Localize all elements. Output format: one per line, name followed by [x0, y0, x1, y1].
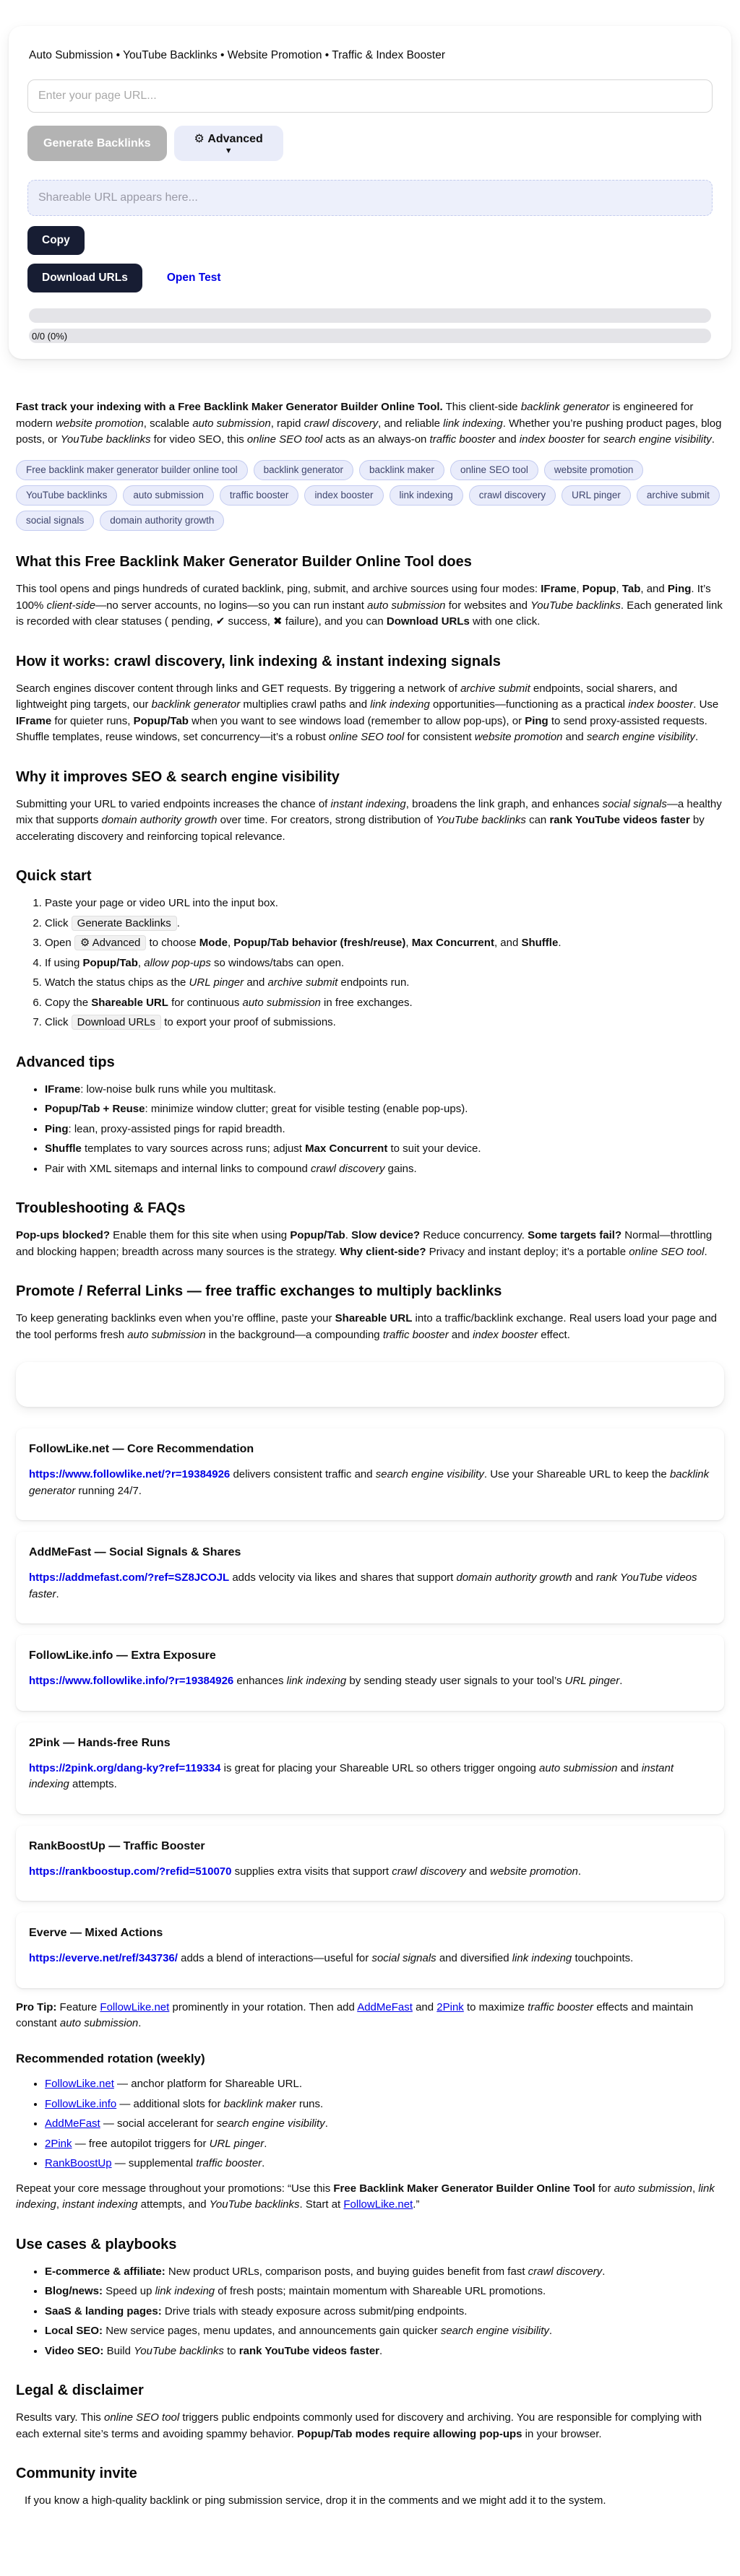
referral-card-body: https://rankboostup.com/?refid=510070 supplies extra visits that support crawl discovery and website promotion. — [29, 1865, 582, 1878]
chevron-down-icon: ▼ — [224, 147, 233, 155]
inline-link[interactable]: https://everve.net/ref/343736/ — [29, 1952, 178, 1965]
faq-paragraph: Pop-ups blocked? Enable them for this site when using Popup/Tab. Slow device? Reduce concurrency. Some targets fail? Normal—throttling and blocking happen; breadth across many sources is the strategy. Why client-side? Privacy and instant deploy; it’s a portable online SEO tool. — [16, 1229, 713, 1258]
usecase-item: • SaaS & landing pages: Drive trials with steady exposure across submit/ping endpoints. — [45, 2304, 724, 2320]
keyword-chip: link indexing — [390, 485, 463, 506]
download-urls-button[interactable]: Download URLs — [27, 264, 142, 292]
keyword-chip: Free backlink maker generator builder online tool — [16, 460, 248, 480]
copy-row — [27, 226, 713, 255]
advanced-tip-item: • Ping: lean, proxy-assisted pings for rapid breadth. — [45, 1122, 724, 1138]
article-content — [16, 399, 724, 2510]
advanced-tip-item: • Popup/Tab + Reuse: minimize window clutter; great for visible testing (enable pop-ups). — [45, 1101, 724, 1118]
download-row — [27, 264, 713, 292]
heading-legal: Legal & disclaimer — [16, 2382, 144, 2399]
keyword-chip: backlink generator — [254, 460, 353, 480]
inline-link[interactable]: https://rankboostup.com/?refid=510070 — [29, 1865, 232, 1878]
referral-card-body: https://2pink.org/dang-ky?ref=119334 is great for placing your Shareable URL so others trigger ongoing auto submission and instant indexing attempts. — [29, 1761, 674, 1791]
keyword-chip: archive submit — [637, 485, 720, 506]
inline-link[interactable]: AddMeFast — [357, 2000, 413, 2013]
inline-link[interactable]: https://www.followlike.info/?r=19384926 — [29, 1675, 234, 1688]
heading-rotation: Recommended rotation (weekly) — [16, 2051, 205, 2065]
ad-placeholder-card — [16, 1362, 724, 1407]
inline-link[interactable]: FollowLike.net — [45, 2078, 114, 2091]
heading-community: Community invite — [16, 2466, 137, 2482]
usecase-item: • Blog/news: Speed up link indexing of fresh posts; maintain momentum with Shareable URL promotions. — [45, 2284, 724, 2300]
rotation-list — [16, 2076, 724, 2172]
how-paragraph: Search engines discover content through links and GET requests. By triggering a network of archive submit endpoints, social sharers, and lightweight ping targets, our backlink generator multiplies crawl paths and link indexing opportunities—functioning as a practical index booster. Use IFrame for quieter runs, Popup/Tab when you want to see windows load (remember to allow pop-ups), or Ping to send proxy-assisted requests. Shuffle templates, reuse windows, set concurrency—it’s a robust online SEO tool for consistent website promotion and search engine visibility. — [16, 682, 719, 744]
usecases-list — [16, 2264, 724, 2360]
referral-card — [16, 1826, 724, 1901]
rotation-item: • AddMeFast — social accelerant for search engine visibility. — [45, 2116, 724, 2133]
shareable-url-output[interactable] — [27, 180, 713, 216]
community-paragraph: If you know a high-quality backlink or ping submission service, drop it in the comments and we might add it to the system. — [25, 2494, 606, 2507]
inline-link[interactable]: FollowLike.net — [343, 2198, 413, 2211]
heading-what: What this Free Backlink Maker Generator Builder Online Tool does — [16, 554, 472, 571]
heading-faq: Troubleshooting & FAQs — [16, 1200, 186, 1217]
referral-card-title: RankBoostUp — Traffic Booster — [29, 1839, 205, 1852]
referral-card — [16, 1635, 724, 1711]
referral-card-body: https://everve.net/ref/343736/ adds a blend of interactions—useful for social signals and diversified link indexing touchpoints. — [29, 1952, 634, 1965]
rotation-item: • FollowLike.info — additional slots for backlink maker runs. — [45, 2096, 724, 2113]
heading-usecases: Use cases & playbooks — [16, 2236, 177, 2252]
promote-paragraph: To keep generating backlinks even when you’re offline, paste your Shareable URL into a traffic/backlink exchange. Real users load your page and the tool performs fresh auto submission in the background—a compounding traffic booster and index booster effect. — [16, 1312, 718, 1341]
quick-start-item: 7. Click Download URLs to export your proof of submissions. — [45, 1015, 724, 1031]
progress-status-text: 0/0 (0%) — [32, 330, 68, 342]
usecase-item: • Video SEO: Build YouTube backlinks to rank YouTube videos faster. — [45, 2343, 724, 2360]
keyword-chip: auto submission — [123, 485, 214, 506]
referral-card-title: Everve — Mixed Actions — [29, 1927, 163, 1940]
advanced-toggle-button[interactable] — [174, 126, 283, 161]
referral-card-title: AddMeFast — Social Signals & Shares — [29, 1546, 241, 1559]
heading-why: Why it improves SEO & search engine visibility — [16, 768, 340, 785]
quick-start-list — [16, 895, 724, 1031]
what-paragraph: This tool opens and pings hundreds of curated backlink, ping, submit, and archive sources using four modes: IFrame, Popup, Tab, and Ping. It’s 100% client-side—no server accounts, no logins—so you can run instant auto submission for websites and YouTube backlinks. Each generated link is recorded with clear statuses ( pending, ✔ success, ✖ failure), and you can Download URLs with one click. — [16, 583, 723, 628]
action-button-row — [27, 126, 713, 161]
advanced-label — [194, 131, 263, 146]
rotation-item: • 2Pink — free autopilot triggers for URL pinger. — [45, 2136, 724, 2153]
referral-card-body: https://addmefast.com/?ref=SZ8JCOJL adds velocity via likes and shares that support domain authority growth and rank YouTube videos faster. — [29, 1571, 697, 1600]
keyword-chip: YouTube backlinks — [16, 485, 117, 506]
advanced-tip-item: • Pair with XML sitemaps and internal links to compound crawl discovery gains. — [45, 1161, 724, 1178]
rotation-item: • RankBoostUp — supplemental traffic booster. — [45, 2156, 724, 2172]
quick-start-item: 4. If using Popup/Tab, allow pop-ups so windows/tabs can open. — [45, 955, 724, 972]
keyword-chips — [16, 460, 724, 532]
repeat-message-paragraph: Repeat your core message throughout your promotions: “Use this Free Backlink Maker Generator Builder Online Tool for auto submission, link indexing, instant indexing attempts, and YouTube backlinks. Start at FollowLike.net.” — [16, 2182, 715, 2211]
inline-link[interactable]: FollowLike.info — [45, 2097, 117, 2110]
inline-link[interactable]: https://2pink.org/dang-ky?ref=119334 — [29, 1761, 221, 1774]
keyword-chip: online SEO tool — [450, 460, 538, 480]
referral-card — [16, 1532, 724, 1623]
referral-card-body: https://www.followlike.net/?r=19384926 delivers consistent traffic and search engine visibility. Use your Shareable URL to keep the backlink generator running 24/7. — [29, 1468, 710, 1497]
keyword-chip: URL pinger — [562, 485, 631, 506]
inline-link[interactable]: RankBoostUp — [45, 2157, 112, 2170]
referral-card — [16, 1912, 724, 1988]
keyword-chip: crawl discovery — [469, 485, 556, 506]
intro-paragraph: Fast track your indexing with a Free Backlink Maker Generator Builder Online Tool. This client-side backlink generator is engineered for modern website promotion, scalable auto submission, rapid crawl discovery, and reliable link indexing. Whether you’re pushing product pages, blog posts, or YouTube backlinks for video SEO, this online SEO tool acts as an always-on traffic booster and index booster for search engine visibility. — [16, 401, 722, 446]
quick-start-item: 3. Open ⚙ Advanced to choose Mode, Popup/Tab behavior (fresh/reuse), Max Concurrent, and Shuffle. — [45, 935, 724, 952]
progress-status-bar — [29, 329, 711, 343]
gear-icon: ⚙ — [194, 133, 205, 145]
heading-tips: Advanced tips — [16, 1054, 115, 1070]
advanced-text: Advanced — [207, 133, 263, 145]
referral-cards — [16, 1428, 724, 1988]
protip-paragraph: Pro Tip: Feature FollowLike.net prominently in your rotation. Then add AddMeFast and 2Pink to maximize traffic booster effects and maintain constant auto submission. — [16, 2000, 694, 2030]
keyword-chip: backlink maker — [359, 460, 444, 480]
tool-tagline: Auto Submission • YouTube Backlinks • Website Promotion • Traffic & Index Booster — [29, 49, 446, 61]
usecase-item: • Local SEO: New service pages, menu updates, and announcements gain quicker search engine visibility. — [45, 2323, 724, 2340]
inline-link[interactable]: FollowLike.net — [100, 2000, 170, 2013]
heading-quickstart: Quick start — [16, 868, 92, 885]
why-paragraph: Submitting your URL to varied endpoints increases the chance of instant indexing, broadens the link graph, and enhances social signals—a healthy mix that supports domain authority growth over time. For creators, strong distribution of YouTube backlinks can rank YouTube videos faster by accelerating discovery and reinforcing topical relevance. — [16, 797, 722, 843]
keyword-chip: index booster — [304, 485, 383, 506]
referral-card-body: https://www.followlike.info/?r=19384926 enhances link indexing by sending steady user signals to your tool’s URL pinger. — [29, 1675, 623, 1688]
usecase-item: • E-commerce & affiliate: New product URLs, comparison posts, and buying guides benefit from fast crawl discovery. — [45, 2264, 724, 2281]
advanced-tips-list — [16, 1082, 724, 1178]
inline-link[interactable]: https://www.followlike.net/?r=19384926 — [29, 1468, 231, 1481]
backlink-tool-card — [9, 26, 731, 359]
heading-how: How it works: crawl discovery, link indexing & instant indexing signals — [16, 653, 501, 669]
quick-start-item: 2. Click Generate Backlinks . — [45, 916, 724, 932]
advanced-tip-item: • Shuffle templates to vary sources across runs; adjust Max Concurrent to suit your device. — [45, 1141, 724, 1158]
inline-link[interactable]: https://addmefast.com/?ref=SZ8JCOJL — [29, 1571, 230, 1584]
referral-card — [16, 1722, 724, 1814]
rotation-item: • FollowLike.net — anchor platform for Shareable URL. — [45, 2076, 724, 2093]
keyword-chip: website promotion — [544, 460, 644, 480]
inline-link[interactable]: AddMeFast — [45, 2117, 100, 2130]
keyword-chip: traffic booster — [220, 485, 299, 506]
copy-button[interactable]: Copy — [27, 226, 85, 255]
quick-start-item: 6. Copy the Shareable URL for continuous auto submission in free exchanges. — [45, 995, 724, 1012]
generate-backlinks-button[interactable]: Generate Backlinks — [27, 126, 167, 161]
progress-bar — [29, 308, 711, 323]
inline-link[interactable]: 2Pink — [436, 2000, 464, 2013]
page-url-input[interactable] — [27, 79, 713, 113]
referral-card-title: 2Pink — Hands-free Runs — [29, 1736, 171, 1749]
referral-card-title: FollowLike.net — Core Recommendation — [29, 1443, 254, 1456]
inline-link[interactable]: 2Pink — [45, 2137, 72, 2150]
open-test-link[interactable]: Open Test — [166, 272, 221, 284]
quick-start-item: 1. Paste your page or video URL into the input box. — [45, 895, 724, 912]
heading-promote: Promote / Referral Links — free traffic exchanges to multiply backlinks — [16, 1283, 502, 1300]
advanced-tip-item: • IFrame: low-noise bulk runs while you multitask. — [45, 1082, 724, 1098]
keyword-chip: social signals — [16, 511, 94, 531]
referral-card-title: FollowLike.info — Extra Exposure — [29, 1649, 216, 1662]
legal-paragraph: Results vary. This online SEO tool triggers public endpoints commonly used for discovery and archiving. You are responsible for complying with each external site’s terms and avoiding spammy behavior. Popup/Tab modes require allowing pop-ups in your browser. — [16, 2411, 702, 2440]
keyword-chip: domain authority growth — [100, 511, 224, 531]
quick-start-item: 5. Watch the status chips as the URL pinger and archive submit endpoints run. — [45, 975, 724, 992]
referral-card — [16, 1428, 724, 1520]
